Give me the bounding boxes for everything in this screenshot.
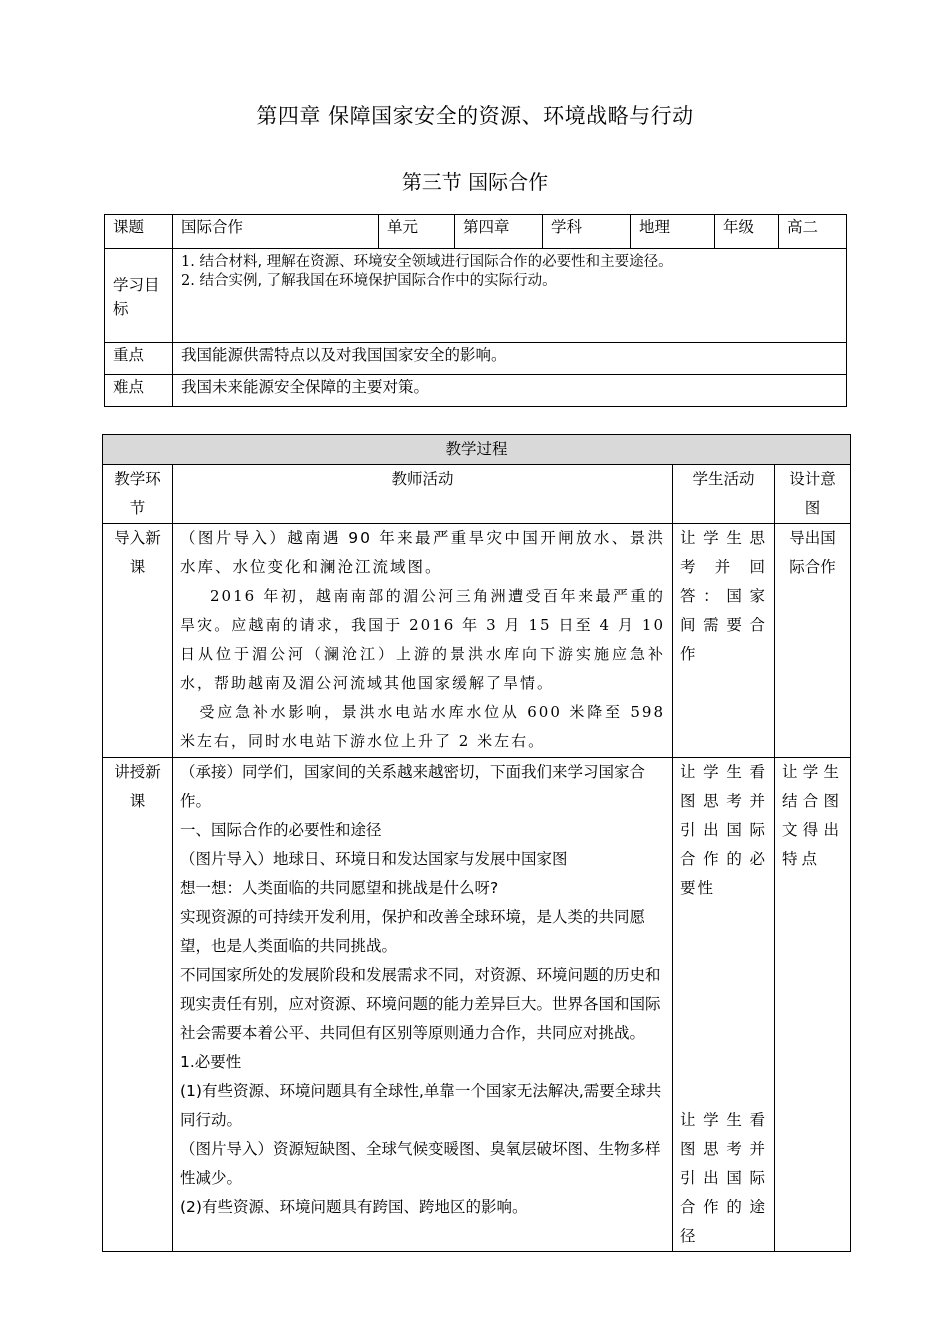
unit-label: 单元: [379, 215, 455, 249]
lecture-teacher-activity: [173, 758, 673, 1252]
chapter-title: 第四章 保障国家安全的资源、环境战略与行动: [256, 104, 694, 128]
objectives-label: 学习目标: [105, 249, 173, 343]
intro-teacher-p3: 受应急补水影响，景洪水电站水库水位从 600 米降至 598 米左右，同时水电站下游水位上升了 2 米左右。: [180, 703, 665, 750]
intro-teacher-p2: 2016 年初，越南南部的湄公河三角洲遭受百年来最严重的旱灾。应越南的请求，我国于 2016 年 3 月 15 日至 4 月 10 日从位于湄公河（澜沧江）上游的景洪水库向下游实施应急补水，帮助越南及湄公河流域其他国家缓解了旱情。: [180, 587, 665, 692]
difficulty-label: 难点: [105, 375, 173, 407]
objective-1: 1. 结合材料, 理解在资源、环境安全领域进行国际合作的必要性和主要途径。: [181, 254, 673, 270]
intro-stage: 导入新课: [103, 524, 173, 758]
unit-value: 第四章: [455, 215, 543, 249]
lecture-stage: 讲授新课: [103, 758, 173, 1252]
grade-label: 年级: [715, 215, 779, 249]
objective-2: 2. 结合实例, 了解我国在环境保护国际合作中的实际行动。: [181, 273, 557, 289]
lecture-teacher-p8: (1)有些资源、环境问题具有全球性,单靠一个国家无法解决,需要全球共同行动。: [180, 1082, 662, 1129]
col-stage-header: 教学环节: [103, 465, 173, 524]
col-teacher-header: 教师活动: [173, 465, 673, 524]
intro-teacher-activity: [173, 524, 673, 758]
key-value: 我国能源供需特点以及对我国国家安全的影响。: [173, 343, 847, 375]
teaching-process-table: [102, 434, 851, 1252]
lesson-info-table: [104, 214, 847, 407]
intro-student-activity: 让学生思考并回答：国家间需要合作: [673, 524, 775, 758]
process-title: 教学过程: [103, 435, 851, 465]
topic-label: 课题: [105, 215, 173, 249]
lecture-student-1: 让学生看图思考并引出国际合作的必要性: [680, 763, 767, 897]
lecture-teacher-p9: （图片导入）资源短缺图、全球气候变暖图、臭氧层破坏图、生物多样性减少。: [180, 1140, 661, 1187]
lecture-teacher-p7: 1.必要性: [180, 1053, 242, 1071]
lecture-student-2: 让学生看图思考并引出国际合作的途径: [680, 1111, 767, 1245]
lecture-design-intent: 让学生结合图文得出特点: [775, 758, 851, 1252]
lecture-teacher-p6: 不同国家所处的发展阶段和发展需求不同，对资源、环境问题的历史和现实责任有别，应对资源、环境问题的能力差异巨大。世界各国和国际社会需要本着公平、共同但有区别等原则通力合作，共同应对挑战。: [180, 966, 661, 1042]
subject-value: 地理: [631, 215, 715, 249]
subject-label: 学科: [543, 215, 631, 249]
section-title: 第三节 国际合作: [401, 170, 549, 194]
col-student-header: 学生活动: [673, 465, 775, 524]
intro-design-intent: 导出国际合作: [775, 524, 851, 758]
lecture-teacher-p4: 想一想：人类面临的共同愿望和挑战是什么呀?: [180, 879, 499, 897]
key-label: 重点: [105, 343, 173, 375]
lecture-teacher-p10: (2)有些资源、环境问题具有跨国、跨地区的影响。: [180, 1198, 528, 1216]
lecture-teacher-p5: 实现资源的可持续开发利用，保护和改善全球环境，是人类的共同愿望，也是人类面临的共同挑战。: [180, 908, 646, 955]
intro-teacher-p1: （图片导入）越南遇 90 年来最严重旱灾中国开闸放水、景洪水库、水位变化和澜沧江流域图。: [180, 529, 665, 576]
topic-value: 国际合作: [173, 215, 379, 249]
difficulty-value: 我国未来能源安全保障的主要对策。: [173, 375, 847, 407]
lecture-teacher-p3: （图片导入）地球日、环境日和发达国家与发展中国家图: [180, 850, 568, 868]
lecture-teacher-p2: 一、国际合作的必要性和途径: [180, 821, 382, 839]
lecture-student-activity: [673, 758, 775, 1252]
lecture-teacher-p1: （承接）同学们，国家间的关系越来越密切，下面我们来学习国家合作。: [180, 763, 646, 810]
col-design-header: 设计意图: [775, 465, 851, 524]
grade-value: 高二: [779, 215, 847, 249]
objectives-content: [173, 249, 847, 343]
